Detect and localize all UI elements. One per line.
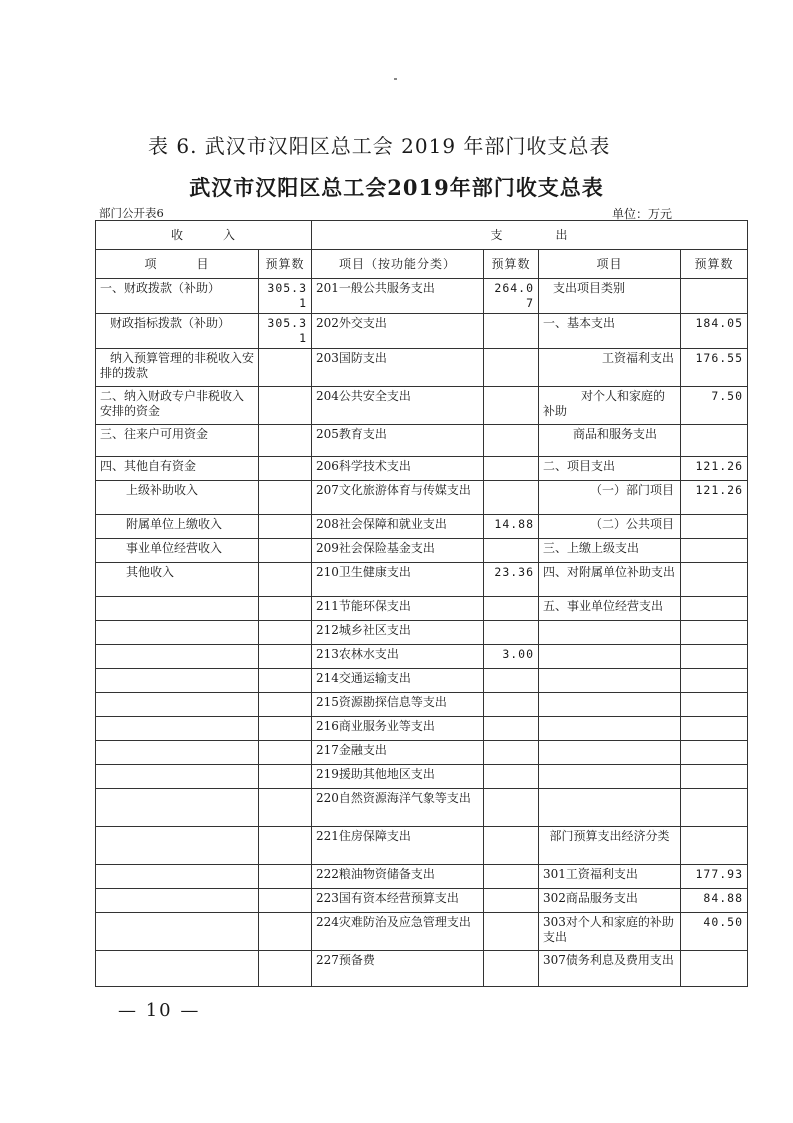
income-item [96,765,259,789]
income-item: 一、财政拨款（补助） [96,279,259,314]
col-header-budget: 预算数 [259,250,312,279]
func-budget [484,693,539,717]
type-item [539,765,681,789]
type-budget: 40.50 [681,913,748,951]
column-header-row [96,250,748,279]
func-item: 227预备费 [312,951,484,987]
type-budget: 7.50 [681,387,748,425]
type-budget [681,597,748,621]
type-budget [681,563,748,597]
func-budget [484,865,539,889]
type-item: 三、上缴上级支出 [539,539,681,563]
income-budget [259,913,312,951]
type-budget [681,717,748,741]
type-item: 工资福利支出 [539,349,681,387]
col-header-func-budget: 预算数 [484,250,539,279]
table-row [96,913,748,951]
func-budget [484,597,539,621]
func-item: 224灾难防治及应急管理支出 [312,913,484,951]
type-budget: 177.93 [681,865,748,889]
table-row [96,515,748,539]
income-item [96,621,259,645]
income-item [96,865,259,889]
type-item: 302商品服务支出 [539,889,681,913]
income-budget [259,645,312,669]
income-item: 二、纳入财政专户非税收入安排的资金 [96,387,259,425]
func-budget [484,349,539,387]
income-budget [259,693,312,717]
func-budget [484,621,539,645]
func-budget [484,827,539,865]
table-row [96,387,748,425]
table-row [96,693,748,717]
type-budget [681,669,748,693]
income-item [96,913,259,951]
income-budget [259,621,312,645]
income-budget: 305.31 [259,314,312,349]
unit-label: 单位：万元 [612,207,673,221]
income-item: 其他收入 [96,563,259,597]
type-item: 四、对附属单位补助支出 [539,563,681,597]
type-item: 支出项目类别 [539,279,681,314]
func-item: 203国防支出 [312,349,484,387]
income-item [96,889,259,913]
income-budget [259,387,312,425]
income-item: 三、往来户可用资金 [96,425,259,457]
func-budget: 3.00 [484,645,539,669]
type-budget: 121.26 [681,481,748,515]
table-row [96,865,748,889]
income-budget [259,717,312,741]
type-item [539,621,681,645]
table-row [96,349,748,387]
type-budget [681,425,748,457]
func-item: 201一般公共服务支出 [312,279,484,314]
income-item [96,717,259,741]
func-budget [484,951,539,987]
table-row [96,669,748,693]
table-row [96,279,748,314]
func-item: 212城乡社区支出 [312,621,484,645]
income-item [96,693,259,717]
income-budget [259,563,312,597]
func-item: 206科学技术支出 [312,457,484,481]
type-item: 对个人和家庭的补助 [539,387,681,425]
col-header-type-item: 项目 [539,250,681,279]
table-row [96,827,748,865]
func-budget [484,765,539,789]
type-budget [681,789,748,827]
type-item [539,717,681,741]
type-budget [681,951,748,987]
func-item: 223国有资本经营预算支出 [312,889,484,913]
income-budget [259,827,312,865]
type-item [539,693,681,717]
func-budget [484,889,539,913]
income-item [96,951,259,987]
section-heading: 表 6. 武汉市汉阳区总工会 2019 年部门收支总表 [148,134,611,158]
income-item: 上级补助收入 [96,481,259,515]
form-number: 部门公开表6 [99,206,164,220]
func-item: 205教育支出 [312,425,484,457]
table-row [96,563,748,597]
income-header: 收 入 [96,221,312,250]
col-header-item: 项 目 [96,250,259,279]
table-row [96,951,748,987]
func-budget [484,387,539,425]
func-item: 222粮油物资储备支出 [312,865,484,889]
table-row [96,741,748,765]
type-budget [681,621,748,645]
col-header-type-budget: 预算数 [681,250,748,279]
table-row [96,425,748,457]
type-budget [681,279,748,314]
type-item: 部门预算支出经济分类 [539,827,681,865]
income-budget [259,865,312,889]
income-item: 财政指标拨款（补助） [96,314,259,349]
func-budget [484,789,539,827]
table-row [96,789,748,827]
type-item: 303对个人和家庭的补助支出 [539,913,681,951]
income-item [96,827,259,865]
income-item: 事业单位经营收入 [96,539,259,563]
type-item: （一）部门项目 [539,481,681,515]
func-item: 207文化旅游体育与传媒支出 [312,481,484,515]
func-item: 209社会保险基金支出 [312,539,484,563]
income-budget [259,889,312,913]
page-number: — 10 — [118,1000,201,1021]
func-item: 217金融支出 [312,741,484,765]
income-budget: 305.31 [259,279,312,314]
func-item: 215资源勘探信息等支出 [312,693,484,717]
table-title: 武汉市汉阳区总工会2019年部门收支总表 [189,175,604,200]
type-budget [681,515,748,539]
income-item [96,741,259,765]
type-item [539,645,681,669]
type-item: 商品和服务支出 [539,425,681,457]
func-budget [484,669,539,693]
income-budget [259,425,312,457]
type-budget [681,645,748,669]
func-budget [484,425,539,457]
type-budget: 84.88 [681,889,748,913]
func-item: 213农林水支出 [312,645,484,669]
type-item: 二、项目支出 [539,457,681,481]
type-item: 301工资福利支出 [539,865,681,889]
func-budget [484,539,539,563]
func-budget [484,457,539,481]
income-item [96,669,259,693]
type-budget [681,539,748,563]
func-item: 211节能环保支出 [312,597,484,621]
income-item: 附属单位上缴收入 [96,515,259,539]
income-item: 纳入预算管理的非税收入安排的拨款 [96,349,259,387]
func-item: 221住房保障支出 [312,827,484,865]
func-item: 216商业服务业等支出 [312,717,484,741]
table-row [96,457,748,481]
func-budget: 264.07 [484,279,539,314]
table-row [96,717,748,741]
income-budget [259,481,312,515]
col-header-func-item: 项目（按功能分类） [312,250,484,279]
income-budget [259,597,312,621]
scan-mark [394,78,397,80]
func-item: 220自然资源海洋气象等支出 [312,789,484,827]
type-item: 五、事业单位经营支出 [539,597,681,621]
income-item [96,645,259,669]
type-item: （二）公共项目 [539,515,681,539]
income-budget [259,765,312,789]
income-budget [259,515,312,539]
func-budget [484,717,539,741]
table-row [96,765,748,789]
income-budget [259,789,312,827]
type-budget [681,741,748,765]
type-budget [681,827,748,865]
income-item: 四、其他自有资金 [96,457,259,481]
type-item [539,789,681,827]
type-item: 一、基本支出 [539,314,681,349]
func-item: 204公共安全支出 [312,387,484,425]
income-item [96,789,259,827]
table-row [96,597,748,621]
table-row [96,481,748,515]
func-budget [484,913,539,951]
func-budget [484,314,539,349]
income-budget [259,539,312,563]
type-budget: 121.26 [681,457,748,481]
income-item [96,597,259,621]
func-item: 214交通运输支出 [312,669,484,693]
income-budget [259,669,312,693]
func-item: 208社会保障和就业支出 [312,515,484,539]
func-budget [484,481,539,515]
type-item [539,741,681,765]
income-budget [259,457,312,481]
func-budget: 23.36 [484,563,539,597]
budget-table [95,220,748,987]
func-budget [484,741,539,765]
type-budget: 176.55 [681,349,748,387]
table-row [96,621,748,645]
group-header-row [96,221,748,250]
income-budget [259,741,312,765]
type-budget [681,765,748,789]
table-row [96,889,748,913]
income-budget [259,951,312,987]
type-item [539,669,681,693]
table-row [96,539,748,563]
func-item: 210卫生健康支出 [312,563,484,597]
func-item: 219援助其他地区支出 [312,765,484,789]
type-budget: 184.05 [681,314,748,349]
income-budget [259,349,312,387]
table-row [96,645,748,669]
func-budget: 14.88 [484,515,539,539]
table-row [96,314,748,349]
type-budget [681,693,748,717]
expense-header: 支 出 [312,221,748,250]
type-item: 307债务利息及费用支出 [539,951,681,987]
func-item: 202外交支出 [312,314,484,349]
